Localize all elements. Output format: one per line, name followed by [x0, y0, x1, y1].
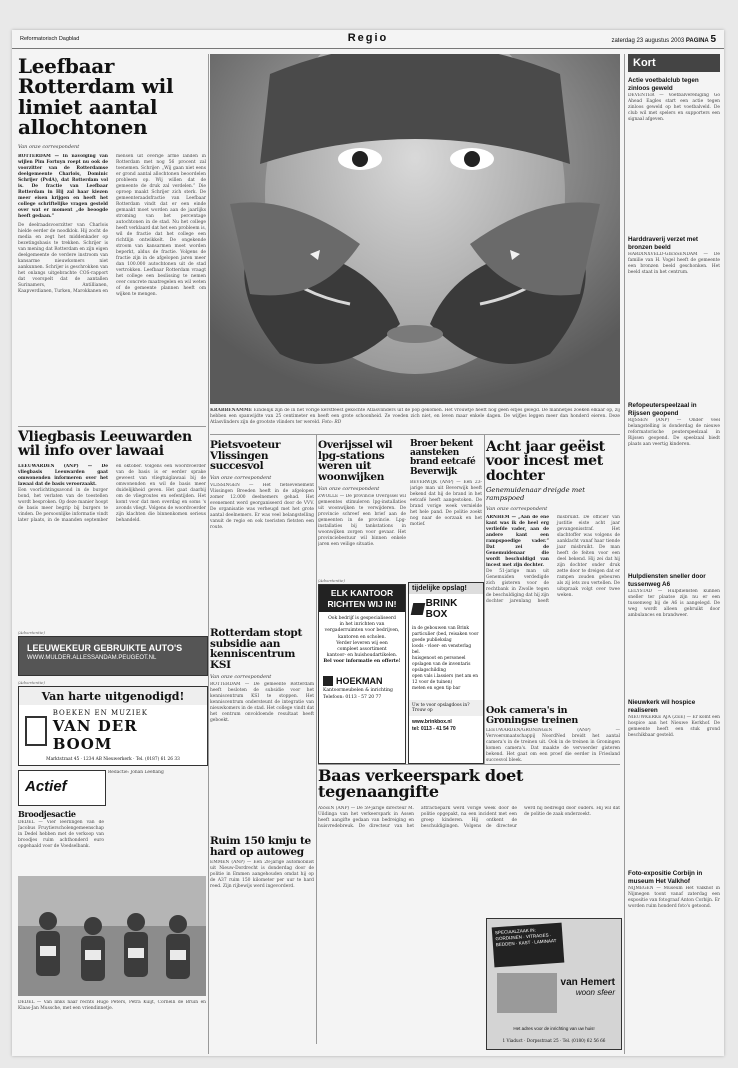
boom-line: BOEKEN EN MUZIEK: [52, 709, 148, 717]
photo-caption: [210, 408, 620, 428]
kantoor-line: kantoor- en huishoudartikelen.: [326, 653, 398, 659]
brink-line: opslagschilding: [412, 668, 446, 673]
brink-name: BRINK BOX: [425, 598, 458, 620]
pietsvoeteur-text: VLISSINGEN — Het fietsevenement Vlissingen Breeden heeft in de afgelopen zomer 12.000 deelnemers gehad. Het evenement werd georganiseerd door de VVV. De organisatie was verheugd met het grote aantal deelnemers. Er was veel belangstelling vanuit de regio en ook toeristen fietsten een route.: [210, 483, 314, 531]
ruim150-headline: Ruim 150 kmju te hard op autoweg: [210, 835, 311, 858]
baas-text: ASSEN (ANP) — De 59-jarige directeur M. Uildinga van het verkeerspark in Assen heeft aangifte gedaan van bedreiging en huisvredebreuk. De directeur van het attractiepark werd vorige week door de politie opgepakt, na een incident met een groep kinderen. Hij ontkent de beschuldigingen. Volgens de directeur werd hij bedreigd door ouders. Hij wil dat de politie de zaak onderzoekt.: [318, 805, 620, 829]
baas-headline: Baas verkeerspark doet tegenaangifte: [318, 766, 524, 802]
students-photo-image: [18, 876, 206, 996]
boom-body: [19, 705, 207, 753]
ksi-text: ROTTERDAM — De gemeente Rotterdam heeft besloten de subsidie voor het kenniscentrum KSI te stoppen. Het kenniscentrum ondersteunt de integratie van nieuwkomers in de stad. Het college vindt dat het centrum onvoldoende resultaat heeft geboekt.: [210, 681, 314, 723]
page-info: [611, 34, 716, 45]
van-hemert-ad[interactable]: [486, 918, 622, 1050]
kantoor-line: compleet assortiment: [337, 647, 387, 653]
incest-subhead: Genemuidenaar dreigde met rampspoed: [486, 485, 585, 502]
brink-brand: [409, 594, 483, 624]
brink-line: meten en ogen tip bar: [412, 686, 461, 691]
lead-body: [18, 154, 206, 329]
kantoor-line: Verder leveren wij een: [336, 640, 388, 646]
incest-byline: Van onze correspondent: [486, 505, 548, 512]
book-icon: [25, 716, 47, 746]
brink-line: opslagen van de inventaris: [412, 662, 471, 667]
ruim150-text: EMMEN (ANP) — Een 28-jarige automobilist uit Nieuw-Dordrecht is donderdag door de politie in Emmen aangehouden omdat hij op de A37 ruim 150 kilometer per uur te hard reed. Zijn rijbewijs werd ingevorderd.: [210, 860, 314, 890]
section-rule: [318, 764, 620, 765]
actief-name: Actief: [25, 778, 67, 795]
vliegbasis-article: [18, 430, 206, 646]
kort-list: [628, 77, 720, 1056]
advert-label: (Advertentie): [18, 680, 45, 685]
kantoor-line: Ook bedrijf is gespecialiseerd: [328, 616, 396, 621]
vliegbasis-text: Een voorlichtingsavond in de burger bond, het verlaten van de toestellen wordt besproken. Op deze manier hoopt de basis meer begrip bij burgers te vinden. De persoonlijke informatie vindt later plaats, in de maanden september en oktober. Volgens een woordvoerder van de basis is er eerder sprake geweest van vliegtuiglawaai bij de omwonenden en wil de basis meer duidelijkheid geven. Het gaat daarbij om de vliegroutes en oefentijden. Het komt voor dat men overdag en soms 's avonds vliegt. Volgens de woordvoerder zijn klachten die binnenkomen serieus behandeld.: [18, 463, 206, 523]
page-label: PAGINA: [685, 38, 709, 44]
ruim150-article: [210, 836, 314, 1035]
kort-item-text: DEVENTER — Voetbalvereniging Go Ahead Eagles start een actie tegen zinloos geweld op het voetbalveld. De club wil met spelers en supporters een signaal afgeven.: [628, 93, 720, 122]
kantoor-main: RICHTEN WIJ IN!: [319, 599, 405, 612]
brink-line: particulier (bed, reisaken voor goede publiekslag: [412, 632, 479, 643]
column-divider: [208, 54, 209, 1054]
broek-text: BEVERWIJK (ANP) — Een 23-jarige man uit Beverwijk heeft bekend dat hij de brand in het eetcafé heeft aangestoken. De brand vorige week vernielde het hele pand. De politie zoekt nog naar de oorzaak en het motief.: [410, 479, 482, 527]
kantoor-line: in het inrichten van: [339, 622, 385, 628]
kort-item: [628, 870, 720, 1056]
brink-line: loods - vloer- en vensterlag bel.: [412, 644, 472, 655]
kort-item: [628, 573, 720, 694]
hoekman-sub: Kantoormeubelen & inrichting: [323, 687, 393, 693]
kort-item-text: HARDINXVELD-GIESSENDAM — De familie van H. Vogel heeft de gemeente een bronzen beeld geschonken. Het beeld staat in het centrum.: [628, 252, 720, 275]
broodjes-headline: Broodjesactie: [18, 809, 76, 819]
hemert-address: 1 Viaduct · Dorpsstraat 25 · Tel. (0180) 62 56 66: [502, 1038, 606, 1043]
photo-caption-label: KRABBENAMME: [210, 408, 253, 413]
kantoor-line: vergaderruimten voor bedrijven,: [324, 628, 400, 634]
kort-item-head: Hulpdiensten sneller door tussenweg A6: [628, 573, 706, 588]
hemert-brand: [561, 977, 615, 997]
brink-web[interactable]: www.brinkbox.nl: [412, 719, 452, 725]
kantoor-top: ELK KANTOOR: [319, 585, 405, 599]
lead-intro: ROTTERDAM — In navolging van wijlen Pim Fortuyn roept nu ook de voorzitter van de Rotterdamse deelgemeente Charlois, Dominic Schrijer (PvdA), dat Rotterdam vol is. De fractie van Leefbaar Rotterdam in Hij zal haar kiezen meer eisen krijgen en heeft het college schriftelijke vragen gesteld over wat er moment „de beoogde heeft gedaan.”: [18, 153, 108, 219]
section-rule: [210, 434, 620, 435]
ksi-article: [210, 628, 314, 852]
kort-item-head: Refopeuterspeelzaal in Rijssen geopend: [628, 402, 697, 417]
kort-item-head: Harddraverij verzet met bronzen beeld: [628, 236, 698, 251]
redactie-credit: Redactie: Johan Leeflang: [108, 770, 164, 775]
broek-article: [410, 440, 482, 600]
advert-label: (Advertentie): [318, 578, 345, 583]
kantoor-line: Bel voor informatie en offerte!: [323, 659, 401, 665]
broek-headline: Broer bekent aansteken brand eetcafé Beverwijk: [410, 439, 476, 477]
overijssel-byline: Van onze correspondent: [318, 485, 380, 492]
ksi-byline: Van onze correspondent: [210, 673, 272, 680]
masthead: [12, 30, 724, 49]
lead-byline: Van onze correspondent: [18, 143, 80, 150]
incest-headline: Acht jaar geëist voor incest met dochter: [486, 439, 605, 484]
kantoor-line: kantoren en scholen.: [338, 634, 386, 640]
pietsvoeteur-article: [210, 440, 314, 593]
broodjes-article: [18, 810, 104, 878]
brink-logo-icon: [411, 603, 425, 615]
advert-label: (Advertentie): [18, 630, 45, 635]
kort-item: [628, 402, 720, 568]
incest-text: De 51-jarige man uit Genemuiden verdedigde zich gisteren voor de rechtbank in Zwolle tegen de beschuldiging dat hij zijn dochter jarenlang heeft misbruikt. De officier van justitie eiste acht jaar gevangenisstraf. Het slachtoffer was volgens de aanklacht vanaf haar tiende jaar misbruikt. De man heeft de feiten voor een deel bekend. Hij zei dat hij zijn dochter onder druk zette door te dreigen dat er rampen zouden gebeuren als zij iets zou vertellen. De uitspraak volgt over twee weken.: [486, 514, 620, 604]
hoekman-brand: [323, 676, 401, 686]
kantoor-ad[interactable]: [318, 584, 406, 764]
vliegbasis-headline: Vliegbasis Leeuwarden wil info over lawaai: [18, 429, 192, 460]
column-divider: [316, 434, 317, 1044]
hoekman-name: HOEKMAN: [336, 675, 383, 686]
incest-intro: ARNHEM — „Aan de ene kant was ik de heel erg verliefde vader, aan de andere kant een rampspoedige vader.” Dat zei de Genemuidenaar die wordt beschuldigd van incest met zijn dochter.: [486, 514, 549, 568]
photo-credit: Foto: RD: [321, 420, 342, 425]
hemert-sub: woon sfeer: [575, 988, 615, 997]
brink-line: huisgenoot en personeel: [412, 656, 466, 661]
brink-footer: Uw te voor opslagdoos in? Trouw op: [409, 700, 483, 716]
newspaper-page: [12, 30, 724, 1056]
group-photo: [18, 876, 206, 996]
page-number: 5: [710, 34, 716, 45]
boom-name: VAN DER BOOM: [52, 717, 138, 753]
hemert-name: van Hemert: [560, 977, 615, 988]
lead-article: [18, 56, 206, 329]
kort-item-text: RIJSSEN (ANP) — Onder veel belangstelling is donderdag de nieuwe reformatorische peuterspeelzaal in Rijssen geopend. De speelzaal biedt plaats aan veertig kinderen.: [628, 418, 720, 447]
boom-address: Marktstraat 45 · 1234 AB Nieuwerkerk · Tel. (0187) 61 26 33: [46, 757, 180, 762]
overijssel-headline: Overijssel wil lpg-stations weren uit woonwijken: [318, 439, 393, 484]
kort-item: [628, 699, 720, 865]
actief-ad[interactable]: [18, 770, 106, 806]
column-divider: [484, 434, 485, 764]
vliegbasis-body: [18, 464, 206, 646]
kort-item-head: Foto-expositie Corbijn in museum Het Valkhof: [628, 870, 703, 885]
autos-title: LEEUWEKEUR GEBRUIKTE AUTO'S: [27, 643, 183, 653]
kort-item-head: Actie voetbalclub tegen zinloos geweld: [628, 77, 699, 92]
autos-ad[interactable]: [18, 636, 208, 676]
camera-headline: Ook camera's in Groningse treinen: [486, 705, 579, 726]
brink-phone: tel: 0113 - 41 54 70: [412, 726, 456, 732]
brink-top: tijdelijke opslag!: [409, 583, 483, 594]
brink-box-ad[interactable]: [408, 582, 484, 764]
main-photo: [210, 54, 620, 404]
group-photo-caption: DEDEL — Van links naar rechts Hugo Peters, Petra Kuijt, Cornelli de Bruin en Klaas-Jan Mussche, met een vriendinnetje.: [18, 1000, 206, 1011]
column-divider: [624, 54, 625, 1054]
section-rule: [18, 426, 206, 427]
ksi-headline: Rotterdam stopt subsidie aan kenniscentrum KSI: [210, 627, 303, 672]
van-der-boom-ad[interactable]: [18, 686, 208, 766]
overijssel-text: ZWOLLE — De provincie Overijssel wil gemeentes stimuleren lpg-installaties uit woonwijken te verwijderen. De provincie schreef een brief aan de gemeenten in de provincie. Lpg-installaties bij tankstations in woonwijken zorgen voor gevaar. Het provinciebestuur wil binnen enkele jaren een veilige situatie.: [318, 493, 406, 547]
brink-line: in de gebouwen van Brink: [412, 626, 469, 631]
issue-date: zaterdag 23 augustus 2003: [611, 38, 685, 44]
interior-image: [497, 973, 557, 1013]
kort-item-head: Nieuwkerk wil hospice realiseren: [628, 699, 696, 714]
brink-line: open vals i.lassiers (net am en 12 voor de tuinen): [412, 674, 478, 685]
photo-caption-text: Eindelijk zijn de in het vorige kerstfeest gekochte Atlasvlinders uit de pop gekomen. Het vrouwtje heeft nog geen eitjes gelegd. De mannetjes zoeken elkaar op, zij hebben een spanwijdte van 25 centimeter en heeft een grote schoonheid. Ze voeden zich niet, en leven maar enkele dagen. De wijfjes leggen meer dan honderd eieren. Deze Atlasvlinders zijn de grootste vlinders ter wereld.: [210, 408, 620, 425]
girl-with-moths-image: [210, 54, 620, 404]
kort-item-text: LELYSTAD — Hulpdiensten kunnen sneller ter plaatse zijn nu er een tussenweg bij de A6 is aangelegd. De weg wordt alleen gebruikt door ambulances en brandweer.: [628, 589, 720, 618]
hemert-tagline: Het adres voor de inrichting van uw huis!: [513, 1026, 595, 1031]
pietsvoeteur-headline: Pietsvoeteur Vlissingen succesvol: [210, 439, 281, 473]
boom-article-text: [108, 770, 206, 870]
kort-title: Kort: [628, 54, 720, 72]
kort-column: [628, 54, 720, 1054]
boom-top: Van harte uitgenodigd!: [19, 687, 207, 705]
paper-name: Reformatorisch Dagblad: [20, 36, 80, 42]
vliegbasis-intro: LEEUWARDEN (ANP) — De vliegbasis Leeuwarden gaat omwonenden informeren over het lawaai dat de basis veroorzaakt.: [18, 463, 108, 487]
hoekman-phone: Telefoon: 0113 - 57 20 77: [323, 694, 382, 700]
kort-item-text: NIEUWKERKE AJA (ZEE) — Er komt een hospice aan het Nieuwe Kerkhof. De gemeente heeft een stuk grond beschikbaar gesteld.: [628, 715, 720, 738]
camera-text: LEEUWARDEN/GRONINGEN (ANP) — Vervoersmaatschappij NoordNed breidt het aantal camera's in de treinen uit. Ook in de treinen in Groningen komen camera's. Dat maakte de vervoerder gisteren bekend. Het gaat om een proef die eerder in Friesland succesvol bleek.: [486, 728, 620, 764]
brink-lines: [409, 624, 483, 694]
kantoor-lines: [319, 612, 405, 670]
camera-article: [486, 706, 620, 788]
lead-headline: Leefbaar Rotterdam wil limiet aantal allochtonen: [18, 54, 174, 140]
section-title: Regio: [347, 32, 389, 44]
pietsvoeteur-byline: Van onze correspondent: [210, 475, 272, 482]
kort-item-text: NIJMEGEN — Museum Het Valkhof in Nijmegen toont vanaf zaterdag een expositie van fotograaf Anton Corbijn. Er worden ruim honderd foto's getoond.: [628, 886, 720, 909]
lead-text: De deelraadsvoorzitter van Charlois hielde eerder de noodklok. Hij zocht de media en zegt het middenkader op bezetingsbasis te trekken. Schrijer is van mening dat Rotterdam en zijn eigen deelgemeente de verdere instroom van kansarme nieuwkomers niet aankunnen. Schrijer is geschrokken van het onlangs uitgebrachte COS-rapport dat voorspelt dat de aantallen Surinamers, Antillianen, Kaapverdianen, Turken, Marokkanen en mensen uit overige arme landen in Rotterdam met nog 56 procent zal toenemen. Schrijer: „Wij gaan niet eens er grond aantal allochtonen beoordelen probleem op. Wij willen dat de gemeente de druk zal verdelen.” Die oproep maakt Schrijer zich sterk. De gemeenteraadsfractie van Leefbaar Rotterdam vindt dat er een einde gemaakt moet worden aan de jaarlijks stroming van het percentage autochtonen in de stad. Nu het college heeft verklaard dat het een probleem is, wil de fractie dat het college een richtlijn ontwikkelt. De ongekende stroom van kansarmen moet worden beperkt, aldus de fractie. Volgens de fractie zijn in de afgelopen jaren meer dan 100.000 autochtonen uit de stad vertrokken. Leefbaar Rotterdam vraagt het college een beslissing te nemen over concrete maatregelen en wil weten of de gemeente plannen heeft om wijken te mengen.: [18, 153, 206, 297]
broodjes-text: DEDEL — Vier leerlingen van de Jacobus Fruytierscholengemeenschap in Dedel hebben met de verkoop van broodjes ruim achthonderd euro opgehaald voor de Voedselbank.: [18, 820, 104, 850]
hemert-badge: SPECIAALZAAK IN: GORDIJNEN · VITRAGES · BEDDEN · KAST · LAMINAAT: [492, 923, 565, 968]
hoekman-logo-icon: [323, 676, 333, 686]
autos-url[interactable]: WWW.MULDER.ALLESSANDAM.PEUGEOT.NL: [27, 655, 157, 661]
kort-item: [628, 236, 720, 397]
kort-item: [628, 77, 720, 231]
